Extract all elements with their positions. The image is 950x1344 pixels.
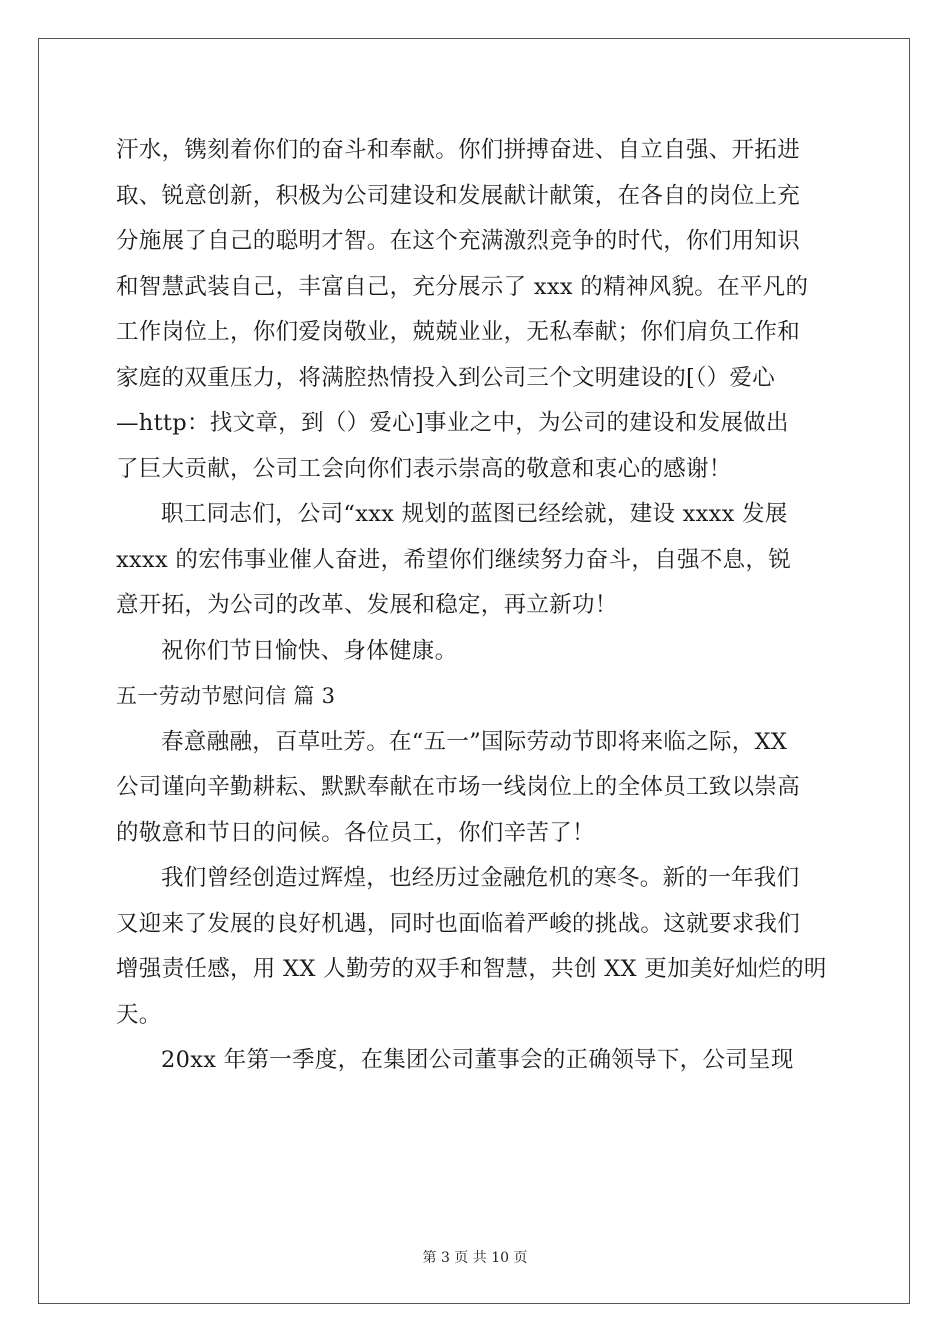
text-line: 的敬意和节日的问候。各位员工，你们辛苦了！ [116,819,595,846]
text-line: 天。 [116,1001,162,1028]
text-line: —http：找文章，到（）爱心]事业之中，为公司的建设和发展做出 [116,410,789,436]
text-line: 了巨大贡献，公司工会向你们表示崇高的敬意和衷心的感谢！ [116,455,732,482]
text-line: 职工同志们，公司“xxx 规划的蓝图已经绘就，建设 xxxx 发展 [161,501,788,527]
document-body [116,128,836,1084]
page-number-footer: 第 3 页 共 10 页 [422,1250,528,1266]
text-line: 取、锐意创新，积极为公司建设和发展献计献策，在各自的岗位上充 [116,182,801,209]
text-line: 春意融融，百草吐芳。在“五一”国际劳动节即将来临之际，XX [161,728,788,755]
text-line: 分施展了自己的聪明才智。在这个充满激烈竞争的时代，你们用知识 [116,228,801,254]
text-line: 和智慧武装自己，丰富自己，充分展示了 xxx 的精神风貌。在平凡的 [116,273,809,300]
section-heading: 五一劳动节慰问信 篇 3 [116,684,336,708]
text-line: 家庭的双重压力，将满腔热情投入到公司三个文明建设的[（）爱心 [116,364,776,391]
text-line: 我们曾经创造过辉煌，也经历过金融危机的寒冬。新的一年我们 [161,865,800,891]
text-line: 意开拓，为公司的改革、发展和稳定，再立新功！ [116,592,618,618]
text-line: 公司谨向辛勤耕耘、默默奉献在市场一线岗位上的全体员工致以崇高 [116,774,801,800]
text-line: 20xx 年第一季度，在集团公司董事会的正确领导下，公司呈现 [161,1047,794,1073]
text-line: xxxx 的宏伟事业催人奋进，希望你们继续努力奋斗，自强不息，锐 [116,546,792,573]
text-line: 增强责任感，用 XX 人勤劳的双手和智慧，共创 XX 更加美好灿烂的明 [116,956,827,982]
text-line: 汗水，镌刻着你们的奋斗和奉献。你们拼搏奋进、自立自强、开拓进 [116,137,801,163]
text-line: 祝你们节日愉快、身体健康。 [161,637,458,664]
text-line: 又迎来了发展的良好机遇，同时也面临着严峻的挑战。这就要求我们 [116,910,801,937]
text-line: 工作岗位上，你们爱岗敬业，兢兢业业，无私奉献；你们肩负工作和 [116,319,801,345]
